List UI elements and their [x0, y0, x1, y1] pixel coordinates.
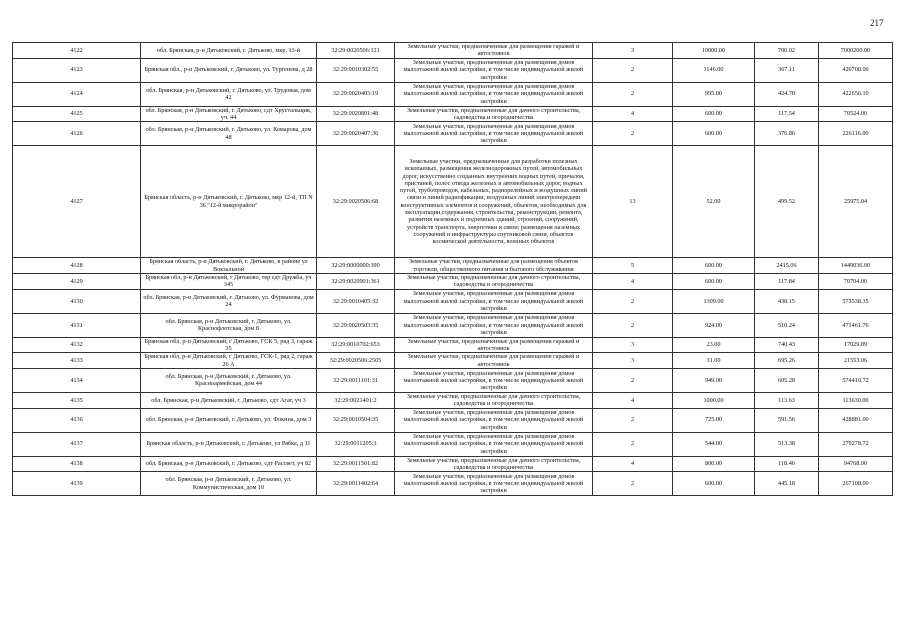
row-land-use: Земельные участки, предназначенные для размещения домов малоэтажной жилой застройки, в том числе индивидуальной жилой застройки [395, 313, 593, 337]
row-cadastral-number: 32:29:0010702:653 [317, 337, 395, 353]
row-group: 2 [593, 122, 673, 146]
row-cadastral-value: 267108.00 [819, 472, 893, 496]
row-number: 4125 [13, 106, 141, 122]
row-cadastral-number: 32:29:0011402:64 [317, 472, 395, 496]
row-land-use: Земельные участки, предназначенные для размещения гаражей и автостоянок [395, 337, 593, 353]
row-address: Брянская обл., р-н Дятьковский, г. Дятьково, ул. Тургенева, д 28 [141, 58, 317, 82]
row-specific-value: 695.26 [755, 353, 819, 369]
row-area: 924.00 [673, 313, 755, 337]
row-number: 4126 [13, 122, 141, 146]
row-cadastral-value: 25975.04 [819, 146, 893, 258]
row-specific-value: 591.56 [755, 408, 819, 432]
table-row [13, 353, 893, 369]
row-group: 4 [593, 456, 673, 472]
row-address: обл. Брянская, р-н Дятьковский, г. Дятьково, сдт Рассвет, уч 82 [141, 456, 317, 472]
row-specific-value: 2415.06 [755, 258, 819, 274]
table-row [13, 313, 893, 337]
row-specific-value: 510.24 [755, 313, 819, 337]
row-cadastral-value: 1449036.00 [819, 258, 893, 274]
row-group: 2 [593, 408, 673, 432]
row-specific-value: 424.78 [755, 82, 819, 106]
row-area: 600.00 [673, 122, 755, 146]
row-number: 4133 [13, 353, 141, 369]
row-cadastral-number: 32:29:0011501:82 [317, 456, 395, 472]
row-cadastral-number: 32:29:0021401:2 [317, 392, 395, 408]
row-address: обл. Брянская, р-н Дятьковский, г. Дятьково, ул. Краснофлотская, дом 8 [141, 313, 317, 337]
row-address: Брянская область, р-н Дятьковский, г. Дятьково, ул Рябка, д 11 [141, 432, 317, 456]
row-area: 949.00 [673, 368, 755, 392]
row-cadastral-number: 32:29:0011101:31 [317, 368, 395, 392]
row-cadastral-number: 32:29:0020503:35 [317, 313, 395, 337]
row-cadastral-value: 113630.00 [819, 392, 893, 408]
row-land-use: Земельные участки, предназначенные для дачного строительства, садоводства и огородничества [395, 106, 593, 122]
row-area: 1000.00 [673, 392, 755, 408]
row-group: 2 [593, 58, 673, 82]
row-land-use: Земельные участки, предназначенные для размещения гаражей и автостоянок [395, 353, 593, 369]
row-specific-value: 499.52 [755, 146, 819, 258]
row-number: 4128 [13, 258, 141, 274]
row-specific-value: 513.38 [755, 432, 819, 456]
row-address: обл. Брянская, р-н Дятьковский, г. Дятьково, ул. Трудовая, дом 42 [141, 82, 317, 106]
row-area: 725.00 [673, 408, 755, 432]
row-group: 13 [593, 146, 673, 258]
table-row [13, 43, 893, 59]
table-row [13, 122, 893, 146]
row-group: 2 [593, 472, 673, 496]
row-cadastral-number: 32:29:0010504:35 [317, 408, 395, 432]
row-area: 1146.00 [673, 58, 755, 82]
row-area: 600.00 [673, 106, 755, 122]
row-area: 52.00 [673, 146, 755, 258]
row-address: обл. Брянская, р-н Дятьковский, г. Дятьково, ул. Фокина, дом 3 [141, 408, 317, 432]
row-cadastral-value: 574410.72 [819, 368, 893, 392]
row-land-use: Земельные участки, предназначенные для разработки полезных ископаемых, размещения железнодорожных путей, автомобильных дорог, искусственно созданных внутренних водных путей, причалов, пристаней, полос отвода железных и автомобильных дорог, водных путей, трубопроводов, кабельных, радиорелейных и воздушных линий связи и линий радиофикации, воздушных линий электропередачи конструктивных элементов и сооружений, объектов, необходимых для эксплуатации,содержания, строительства, реконструкции, ремонта, развития наземных и подземных зданий, строений, сооружений, устройств транспорта, энергетики и связи; размещения наземных сооружений и инфраструктуры спутниковой связи, объектов космической деятельности, военных объектов [395, 146, 593, 258]
row-number: 4124 [13, 82, 141, 106]
row-cadastral-value: 226116.00 [819, 122, 893, 146]
row-land-use: Земельные участки, предназначенные для размещения домов малоэтажной жилой застройки, в том числе индивидуальной жилой застройки [395, 289, 593, 313]
row-group: 5 [593, 258, 673, 274]
row-cadastral-number: 32:29:0000000:390 [317, 258, 395, 274]
row-address: обл. Брянская, р-н Дятьковский, г. Дятьково, сдт Агат, уч 3 [141, 392, 317, 408]
table-row [13, 274, 893, 290]
row-specific-value: 117.54 [755, 106, 819, 122]
row-cadastral-value: 422656.10 [819, 82, 893, 106]
row-area: 600.00 [673, 472, 755, 496]
row-area: 600.00 [673, 258, 755, 274]
row-cadastral-value: 17029.89 [819, 337, 893, 353]
row-number: 4139 [13, 472, 141, 496]
row-area: 10000.00 [673, 43, 755, 59]
row-area: 995.00 [673, 82, 755, 106]
row-number: 4132 [13, 337, 141, 353]
row-area: 800.00 [673, 456, 755, 472]
row-land-use: Земельные участки, предназначенные для размещения домов малоэтажной жилой застройки, в том числе индивидуальной жилой застройки [395, 58, 593, 82]
table-row [13, 106, 893, 122]
row-address: обл. Брянская, р-н Дятьковский, г. Дятьково, ул. Фурманова, дом 24 [141, 289, 317, 313]
row-land-use: Земельные участки, предназначенные для размещения домов малоэтажной жилой застройки, в том числе индивидуальной жилой застройки [395, 472, 593, 496]
row-specific-value: 118.46 [755, 456, 819, 472]
row-number: 4134 [13, 368, 141, 392]
row-cadastral-value: 21553.06 [819, 353, 893, 369]
row-cadastral-value: 70704.00 [819, 274, 893, 290]
row-specific-value: 438.15 [755, 289, 819, 313]
row-specific-value: 376.86 [755, 122, 819, 146]
row-cadastral-number: 32:29:0010302:55 [317, 58, 395, 82]
row-cadastral-number: 32:29:0011205:3 [317, 432, 395, 456]
table-row [13, 368, 893, 392]
row-number: 4131 [13, 313, 141, 337]
row-land-use: Земельные участки, предназначенные для размещения объектов торговли, общественного питания и бытового обслуживания [395, 258, 593, 274]
table-row [13, 392, 893, 408]
row-land-use: Земельные участки, предназначенные для размещения гаражей и автостоянок [395, 43, 593, 59]
row-area: 31.00 [673, 353, 755, 369]
row-cadastral-number: 32:29:0020407:36 [317, 122, 395, 146]
row-number: 4127 [13, 146, 141, 258]
row-group: 4 [593, 274, 673, 290]
table-row [13, 432, 893, 456]
table-row [13, 456, 893, 472]
row-cadastral-value: 7000200.00 [819, 43, 893, 59]
table-row [13, 337, 893, 353]
row-area: 23.00 [673, 337, 755, 353]
row-group: 2 [593, 289, 673, 313]
row-number: 4123 [13, 58, 141, 82]
row-address: Брянская область, р-н Дятьковский, г. Дятьково, в районе ул Вокзальной [141, 258, 317, 274]
row-address: Брянская обл, р-н Дятьковский, г Дятьково, тер сдт Дружба, уч 345 [141, 274, 317, 290]
row-land-use: Земельные участки, предназначенные для размещения домов малоэтажной жилой застройки, в том числе индивидуальной жилой застройки [395, 368, 593, 392]
row-land-use: Земельные участки, предназначенные для размещения домов малоэтажной жилой застройки, в том числе индивидуальной жилой застройки [395, 122, 593, 146]
row-cadastral-value: 70524.00 [819, 106, 893, 122]
row-area: 1309.00 [673, 289, 755, 313]
row-cadastral-value: 420708.06 [819, 58, 893, 82]
row-cadastral-number: 32:29:0020403:19 [317, 82, 395, 106]
row-land-use: Земельные участки, предназначенные для дачного строительства, садоводства и огородничества [395, 274, 593, 290]
row-cadastral-number: 32:29:0020801:48 [317, 106, 395, 122]
row-group: 2 [593, 313, 673, 337]
row-specific-value: 605.28 [755, 368, 819, 392]
row-number: 4129 [13, 274, 141, 290]
row-land-use: Земельные участки, предназначенные для размещения домов малоэтажной жилой застройки, в том числе индивидуальной жилой застройки [395, 82, 593, 106]
row-number: 4138 [13, 456, 141, 472]
row-address: обл. Брянская, р-н Дятьковский, г. Дятьково, мкр. 13-й [141, 43, 317, 59]
table-row [13, 146, 893, 258]
row-number: 4136 [13, 408, 141, 432]
row-specific-value: 740.43 [755, 337, 819, 353]
row-specific-value: 113.63 [755, 392, 819, 408]
row-cadastral-value: 279278.72 [819, 432, 893, 456]
row-address: обл. Брянская, р-н Дятьковский, г. Дятьково, ул. Комарова, дом 48 [141, 122, 317, 146]
row-specific-value: 367.11 [755, 58, 819, 82]
row-land-use: Земельные участки, предназначенные для размещения домов малоэтажной жилой застройки, в том числе индивидуальной жилой застройки [395, 408, 593, 432]
row-land-use: Земельные участки, предназначенные для дачного строительства, садоводства и огородничества [395, 456, 593, 472]
row-cadastral-number: 32:29:0020901:361 [317, 274, 395, 290]
row-number: 4137 [13, 432, 141, 456]
row-number: 4135 [13, 392, 141, 408]
row-group: 2 [593, 368, 673, 392]
row-number: 4130 [13, 289, 141, 313]
row-land-use: Земельные участки, предназначенные для дачного строительства, садоводства и огородничества [395, 392, 593, 408]
row-group: 2 [593, 82, 673, 106]
table-row [13, 58, 893, 82]
cadastral-value-table [12, 42, 893, 496]
row-cadastral-value: 573538.35 [819, 289, 893, 313]
row-address: обл. Брянская, р-н Дятьковский, г. Дятьково, ул. Красноармейская, дом 44 [141, 368, 317, 392]
page-number: 217 [870, 18, 884, 28]
table-row [13, 472, 893, 496]
row-cadastral-number: 32:29:0020506:68 [317, 146, 395, 258]
row-cadastral-number: 32:29:0010405:32 [317, 289, 395, 313]
row-cadastral-number: 32:29:0020506:2505 [317, 353, 395, 369]
row-specific-value: 445.18 [755, 472, 819, 496]
table-row [13, 289, 893, 313]
row-address: обл. Брянская, р-н Дятьковский, г. Дятьково, сдт Хрустальщик, уч. 44 [141, 106, 317, 122]
row-address: Брянская область, р-н Дятьковский, г. Дятьково, мкр 12-й, ТП N 36 "12-й микрорайон" [141, 146, 317, 258]
row-group: 3 [593, 353, 673, 369]
table-row [13, 258, 893, 274]
row-cadastral-value: 428881.00 [819, 408, 893, 432]
table-row [13, 82, 893, 106]
row-cadastral-value: 94768.00 [819, 456, 893, 472]
row-land-use: Земельные участки, предназначенные для размещения домов малоэтажной жилой застройки, в том числе индивидуальной жилой застройки [395, 432, 593, 456]
row-specific-value: 700.02 [755, 43, 819, 59]
row-area: 544.00 [673, 432, 755, 456]
row-address: Брянская обл, р-н Дятьковский, г Дятьково, ГСК 5, ряд 3, гараж 35 [141, 337, 317, 353]
row-group: 4 [593, 392, 673, 408]
row-group: 4 [593, 106, 673, 122]
row-address: обл. Брянская, р-н Дятьковский, г. Дятьково, ул. Коммунистическая, дом 10 [141, 472, 317, 496]
table-row [13, 408, 893, 432]
row-area: 600.00 [673, 274, 755, 290]
row-cadastral-number: 32:29:0020506:121 [317, 43, 395, 59]
row-number: 4122 [13, 43, 141, 59]
row-group: 2 [593, 432, 673, 456]
row-specific-value: 117.84 [755, 274, 819, 290]
row-address: Брянская обл, р-н Дятьковский, г Дятьково, ГСК-1, ряд 2, гараж 26 А [141, 353, 317, 369]
row-group: 3 [593, 43, 673, 59]
row-group: 3 [593, 337, 673, 353]
row-cadastral-value: 471461.76 [819, 313, 893, 337]
